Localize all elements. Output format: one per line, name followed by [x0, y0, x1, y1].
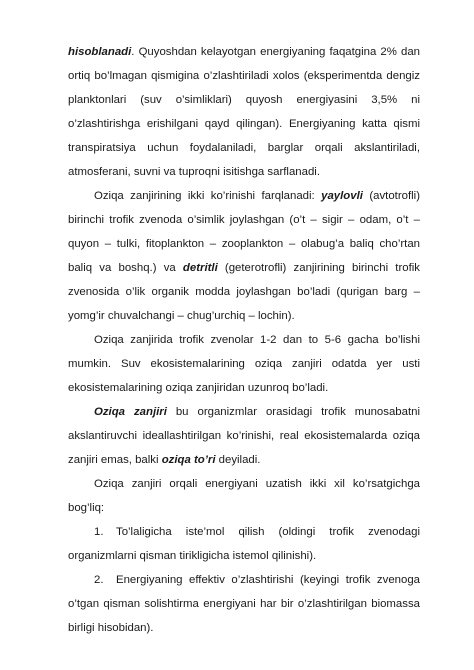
paragraph-text: (avtotrofli) birinchi trofik zvenoda o’simlik joylashgan (o’t – sigir – odam, o’t – quyon – tulki, fitoplankton – zooplankton – olabug’a baliq cho’rtan baliq va boshq.) va [68, 190, 420, 274]
paragraph-food-web [68, 400, 420, 472]
paragraph-text: deyiladi. [215, 454, 261, 466]
list-item-text: Energiyaning effektiv o’zlashtirishi (keyingi trofik zvenoga o’tgan qisman solishtirma energiyani har bir o’zlashtirilgan biomassa birligi hisobidan). [68, 574, 420, 634]
paragraph-text: Oziqa zanjirida trofik zvenolar 1-2 dan to 5-6 gacha bo’lishi mumkin. Suv ekosistemalarining oziqa zanjiri odatda yer usti ekosistemalarining oziqa zanjiridan uzunroq bo’ladi. [68, 334, 420, 394]
emphasized-term: detritli [182, 262, 218, 274]
paragraph-text: Oziqa zanjiri orqali energiyani uzatish ikki xil ko’rsatgichga bog’liq: [68, 478, 420, 514]
paragraph-continuation [68, 40, 420, 184]
paragraph-text: Oziqa zanjirining ikki ko’rinishi farqlanadi: [94, 190, 322, 202]
paragraph-trophic-levels [68, 328, 420, 400]
paragraph-food-chain-types [68, 184, 420, 328]
emphasized-term: yaylovli [321, 190, 363, 202]
emphasized-term: Oziqa zanjiri [94, 406, 167, 418]
paragraph-text: bu organizmlar orasidagi trofik munosabatni akslantiruvchi ideallashtirilgan ko’rinishi, real ekosistemalarda oziqa zanjiri emas, balki [68, 406, 420, 466]
emphasized-term: oziqa to’ri [161, 454, 216, 466]
paragraph-text: (geterotrofli) zanjirining birinchi trofik zvenosida o’lik organik modda joylashgan bo’ladi (qurigan barg – yomg’ir chuvalchangi – chug’urchiq – lochin). [68, 262, 420, 322]
emphasized-term: hisoblanadi [68, 46, 132, 58]
paragraph-text: . Quyoshdan kelayotgan energiyaning faqatgina 2% dan ortiq bo’lmagan qismigina o’zlashtiriladi xolos (eksperimentda dengiz planktonlari (suv o’simliklari) quyosh energiyasini 3,5% ni o’zlashtirishga erishilgani qayd qilingan). Energiyaning katta qismi transpiratsiya uchun foydalaniladi, barglar orqali akslantiriladi, atmosferani, suvni va tuproqni isitishga sarflanadi. [68, 46, 420, 178]
paragraph-energy-transfer [68, 472, 420, 520]
list-item: 1. To’laligicha iste’mol qilish (oldingi trofik zvenodagi organizmlarni qisman tirikligicha istemol qilinishi). [94, 520, 420, 568]
list-item-text: To’laligicha iste’mol qilish (oldingi trofik zvenodagi organizmlarni qisman tirikligicha istemol qilinishi). [68, 526, 420, 562]
list-item: 2. Energiyaning effektiv o’zlashtirishi (keyingi trofik zvenoga o’tgan qisman solishtirma energiyani har bir o’zlashtirilgan biomassa birligi hisobidan). [94, 568, 420, 640]
